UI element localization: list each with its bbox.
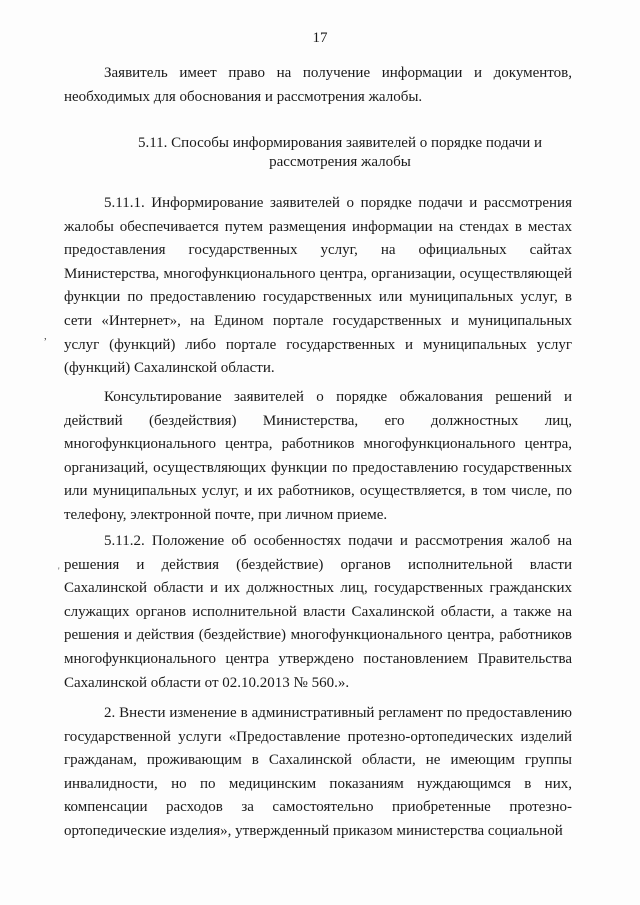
paragraph-amendment [64,702,572,844]
paragraph-right-to-information [64,62,572,109]
margin-mark-small: ' [58,566,60,576]
paragraph-text: Консультирование заявителей о порядке обжалования решений и действий (бездействия) Министерства, его должностных лиц, многофункционального центра, работников многофункционального центра, организаций, осуществляющих функции по предоставлению государственных или муниципальных услуг, и их работников, осуществляется, в том числе, по телефону, электронной почте, при личном приеме. [64,389,572,523]
paragraph-informing-applicants [64,192,572,381]
paragraph-text: 2. Внести изменение в административный регламент по предоставлению государственной услуги «Предоставление протезно-ортопедических изделий гражданам, проживающим в Сахалинской области, не имеющим группы инвалидности, но по медицинским показаниям нуждающимся в них, компенсации расходов за самостоятельно приобретенные протезно-ортопедические изделия», утвержденный приказом министерства социальной [64,705,572,839]
paragraph-text: 5.11.2. Положение об особенностях подачи и рассмотрения жалоб на решения и действия (бездействие) органов исполнительной власти Сахалинской области и их должностных лиц, государственных гражданских служащих органов исполнительной власти Сахалинской области, а также на решения и действия (бездействие) многофункционального центра, работников многофункционального центра утверждено постановлением Правительства Сахалинской области от 02.10.2013 № 560.». [64,533,572,691]
paragraph-text: 5.11.1. Информирование заявителей о порядке подачи и рассмотрения жалобы обеспечивается путем размещения информации на стендах в местах предоставления государственных услуг, на официальных сайтах Министерства, многофункционального центра, организации, осуществляющей функции по предоставлению государственных или муниципальных услуг, в сети «Интернет», на Едином портале государственных и муниципальных услуг (функций) либо портале государственных и муниципальных услуг (функций) Сахалинской области. [64,195,572,377]
paragraph-complaint-regulation [64,530,572,695]
section-heading: 5.11. Способы информирования заявителей о порядке подачи и рассмотрения жалобы [137,135,543,170]
paragraph-consulting-applicants [64,386,572,528]
page-number: 17 [312,30,328,46]
paragraph-text: Заявитель имеет право на получение информации и документов, необходимых для обоснования и рассмотрения жалобы. [64,65,572,105]
margin-mark: , [44,330,47,342]
